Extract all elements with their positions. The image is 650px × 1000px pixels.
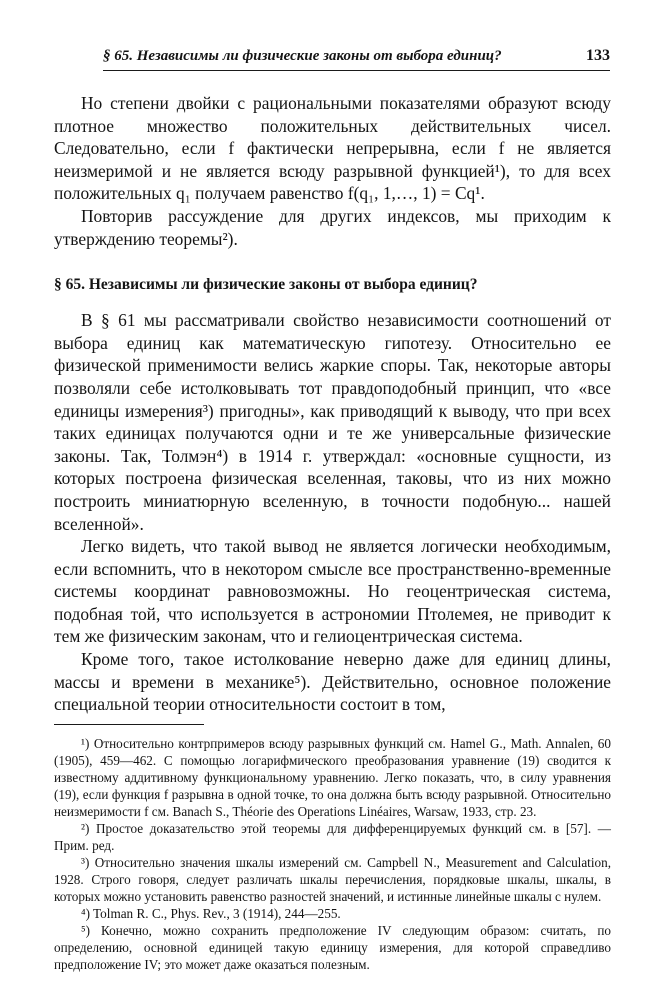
- paragraph: Но степени двойки с рациональными показателями образуют всюду плотное множество положительных действительных чисел. Следовательно, если f фактически непрерывна, если f не является неизмеримой и не является всюду разрывной функцией¹), то для всех положительных q₁ получаем равенство f(q₁, 1,…, 1) = Cq¹.: [54, 93, 611, 204]
- running-head-title: § 65. Независимы ли физические законы от выбора единиц?: [103, 48, 502, 64]
- paragraph: Кроме того, такое истолкование неверно даже для единиц длины, массы и времени в механике⁵). Действительно, основное положение специальной теории относительности состоит в том,: [54, 649, 611, 715]
- footnote: ²) Простое доказательство этой теоремы для дифференцируемых функций см. в [57]. — Прим. ред.: [54, 820, 611, 853]
- page-body: [54, 92, 611, 973]
- footnote: ⁵) Конечно, можно сохранить предположение IV следующим образом: считать, по определению, основной единицей такую единицу измерения, для которой справедливо предположение IV; это может даже оказаться полезным.: [54, 922, 611, 972]
- section-heading: § 65. Независимы ли физические законы от выбора единиц?: [54, 276, 478, 294]
- paragraph: Легко видеть, что такой вывод не является логически необходимым, если вспомнить, что в некотором смысле все пространственно-временные системы координат равновозможны. Но геоцентрическая система, подобная той, что используется в астрономии Птолемея, не приводит к тем же физическим законам, что и гелиоцентрическая система.: [54, 536, 611, 647]
- running-head: [103, 42, 610, 71]
- page-number: 133: [586, 47, 610, 64]
- paragraph: Повторив рассуждение для других индексов, мы приходим к утверждению теоремы²).: [54, 205, 611, 249]
- footnote-divider: [54, 724, 204, 725]
- paragraph: В § 61 мы рассматривали свойство независимости соотношений от выбора единиц как математическую гипотезу. Относительно ее физической применимости велись жаркие споры. Так, некоторые авторы позволяли себе истолковывать тот правдоподобный принцип, что «все единицы измерения³) пригодны», как приводящий к выводу, что при всех таких единицах получаются одни и те же универсальные физические законы. Так, Толмэн⁴) в 1914 г. утверждал: «основные сущности, из которых построена физическая вселенная, таковы, что из них можно построить миниатюрную вселенную, в точности подобную... нашей вселенной».: [54, 310, 611, 534]
- footnote: ⁴) Tolman R. C., Phys. Rev., 3 (1914), 244—255.: [81, 905, 341, 921]
- footnote: ³) Относительно значения шкалы измерений см. Campbell N., Measurement and Calculation, 1928. Строго говоря, следует различать шкалы перечисления, порядковые шкалы, шкалы, в которых можно установить равенство разностей значений, и истинные линейные шкалы с нулем.: [54, 854, 611, 904]
- footnotes: [54, 735, 611, 973]
- footnote: ¹) Относительно контрпримеров всюду разрывных функций см. Hamel G., Math. Annalen, 60 (1905), 459—462. С помощью логарифмического преобразования уравнение (19) сводится к известному аддитивному функциональному уравнению. Легко показать, что, в силу уравнения (19), если функция f разрывна в одной точке, то она должна быть всюду разрывной. Относительно неизмеримости f см. Banach S., Théorie des Operations Linéaires, Warsaw, 1933, стр. 23.: [54, 735, 611, 819]
